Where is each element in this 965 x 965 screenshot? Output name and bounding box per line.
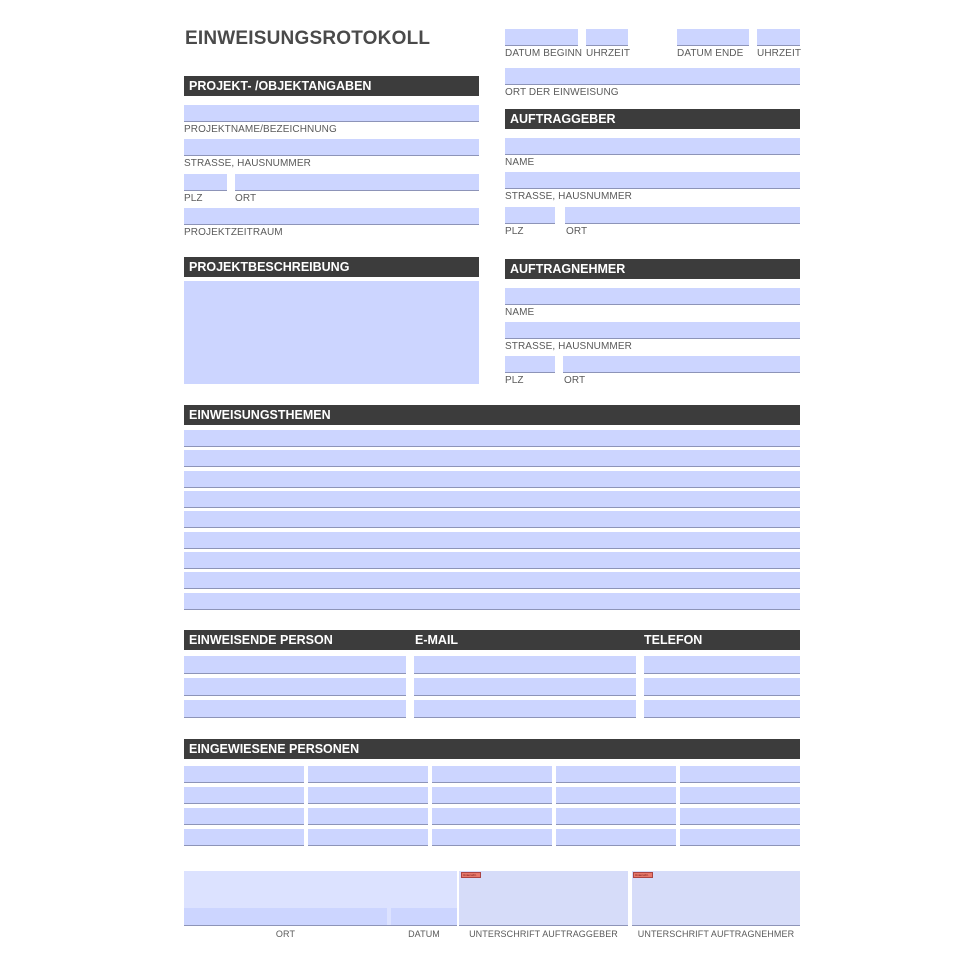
eingewiesene-cell[interactable] [184,808,304,825]
auftraggeber-ort-label: ORT [566,226,588,237]
signature-auftraggeber-label: UNTERSCHRIFT AUFTRAGGEBER [469,929,618,939]
projektbeschreibung-textarea[interactable] [184,281,479,384]
auftragnehmer-strasse-label: STRASSE, HAUSNUMMER [505,341,632,352]
email-heading: E-MAIL [415,633,459,647]
auftragnehmer-heading: AUFTRAGNEHMER [505,259,800,279]
eingewiesene-cell[interactable] [184,829,304,846]
einweisende-telefon-field[interactable] [644,678,800,696]
eingewiesene-cell[interactable] [556,766,676,783]
eingewiesene-cell[interactable] [556,829,676,846]
einweisende-person-field[interactable] [184,700,406,718]
thema-row[interactable] [184,532,800,549]
auftraggeber-plz-label: PLZ [505,226,524,237]
datum-ende-field[interactable] [677,29,749,46]
thema-row[interactable] [184,572,800,589]
projektzeitraum-label: PROJEKTZEITRAUM [184,227,283,238]
auftragnehmer-plz-field[interactable] [505,356,555,373]
auftragnehmer-ort-field[interactable] [563,356,800,373]
auftraggeber-heading: AUFTRAGGEBER [505,109,800,129]
uhrzeit-ende-field[interactable] [757,29,800,46]
footer-datum-label: DATUM [408,929,440,939]
thema-row[interactable] [184,552,800,569]
footer-datum-field[interactable] [391,908,457,926]
eingewiesene-cell[interactable] [680,766,800,783]
signature-auftragnehmer-field[interactable] [632,871,800,926]
signature-tag-icon: Unterschr. [633,872,653,878]
auftragnehmer-name-field[interactable] [505,288,800,305]
uhrzeit-ende-label: UHRZEIT [757,48,802,59]
thema-row[interactable] [184,511,800,528]
einweisende-telefon-field[interactable] [644,700,800,718]
footer-ort-label: ORT [275,929,296,939]
thema-row[interactable] [184,471,800,488]
auftraggeber-ort-field[interactable] [565,207,800,224]
signature-auftragnehmer-label: UNTERSCHRIFT AUFTRAGNEHMER [637,929,795,939]
eingewiesene-cell[interactable] [680,808,800,825]
projektname-field[interactable] [184,105,479,122]
datum-ende-label: DATUM ENDE [677,48,744,59]
auftragnehmer-name-label: NAME [505,307,535,318]
telefon-heading: TELEFON [644,633,703,647]
eingewiesene-cell[interactable] [556,808,676,825]
eingewiesene-cell[interactable] [308,766,428,783]
auftraggeber-plz-field[interactable] [505,207,555,224]
projekt-plz-label: PLZ [184,193,203,204]
datum-beginn-field[interactable] [505,29,578,46]
projektzeitraum-field[interactable] [184,208,479,225]
thema-row[interactable] [184,450,800,467]
eingewiesene-cell[interactable] [680,829,800,846]
einweisende-email-field[interactable] [414,656,636,674]
themen-heading: EINWEISUNGSTHEMEN [184,405,800,425]
projekt-strasse-label: STRASSE, HAUSNUMMER [184,158,311,169]
eingewiesene-cell[interactable] [432,766,552,783]
thema-row[interactable] [184,593,800,610]
eingewiesene-cell[interactable] [556,787,676,804]
eingewiesene-cell[interactable] [308,808,428,825]
einweisende-heading-bar [184,630,800,650]
eingewiesene-heading: EINGEWIESENE PERSONEN [184,739,800,759]
signature-tag-icon: Unterschr. [461,872,481,878]
document-title: EINWEISUNGSROTOKOLL [185,28,431,49]
datum-beginn-label: DATUM BEGINN [505,48,583,59]
einweisende-person-heading: EINWEISENDE PERSON [189,633,333,647]
projekt-ort-label: ORT [235,193,257,204]
eingewiesene-cell[interactable] [308,787,428,804]
auftraggeber-strasse-field[interactable] [505,172,800,189]
projekt-strasse-field[interactable] [184,139,479,156]
projekt-heading: PROJEKT- /OBJEKTANGABEN [184,76,479,96]
projektname-label: PROJEKTNAME/BEZEICHNUNG [184,124,337,135]
einweisende-email-field[interactable] [414,678,636,696]
einweisende-email-field[interactable] [414,700,636,718]
eingewiesene-cell[interactable] [184,766,304,783]
auftragnehmer-plz-label: PLZ [505,375,524,386]
eingewiesene-cell[interactable] [184,787,304,804]
signature-auftraggeber-field[interactable] [459,871,628,926]
auftraggeber-name-label: NAME [505,157,535,168]
projekt-ort-field[interactable] [235,174,479,191]
auftragnehmer-strasse-field[interactable] [505,322,800,339]
thema-row[interactable] [184,430,800,447]
thema-row[interactable] [184,491,800,508]
eingewiesene-cell[interactable] [308,829,428,846]
footer-ort-field[interactable] [184,908,387,926]
ort-einweisung-field[interactable] [505,68,800,85]
beschreibung-heading: PROJEKTBESCHREIBUNG [184,257,479,277]
auftraggeber-strasse-label: STRASSE, HAUSNUMMER [505,191,632,202]
eingewiesene-cell[interactable] [432,808,552,825]
eingewiesene-cell[interactable] [432,829,552,846]
uhrzeit-beginn-field[interactable] [586,29,628,46]
auftraggeber-name-field[interactable] [505,138,800,155]
ort-einweisung-label: ORT DER EINWEISUNG [505,87,619,98]
auftragnehmer-ort-label: ORT [564,375,586,386]
einweisende-person-field[interactable] [184,656,406,674]
uhrzeit-beginn-label: UHRZEIT [586,48,631,59]
eingewiesene-cell[interactable] [680,787,800,804]
eingewiesene-cell[interactable] [432,787,552,804]
einweisende-person-field[interactable] [184,678,406,696]
projekt-plz-field[interactable] [184,174,227,191]
einweisende-telefon-field[interactable] [644,656,800,674]
